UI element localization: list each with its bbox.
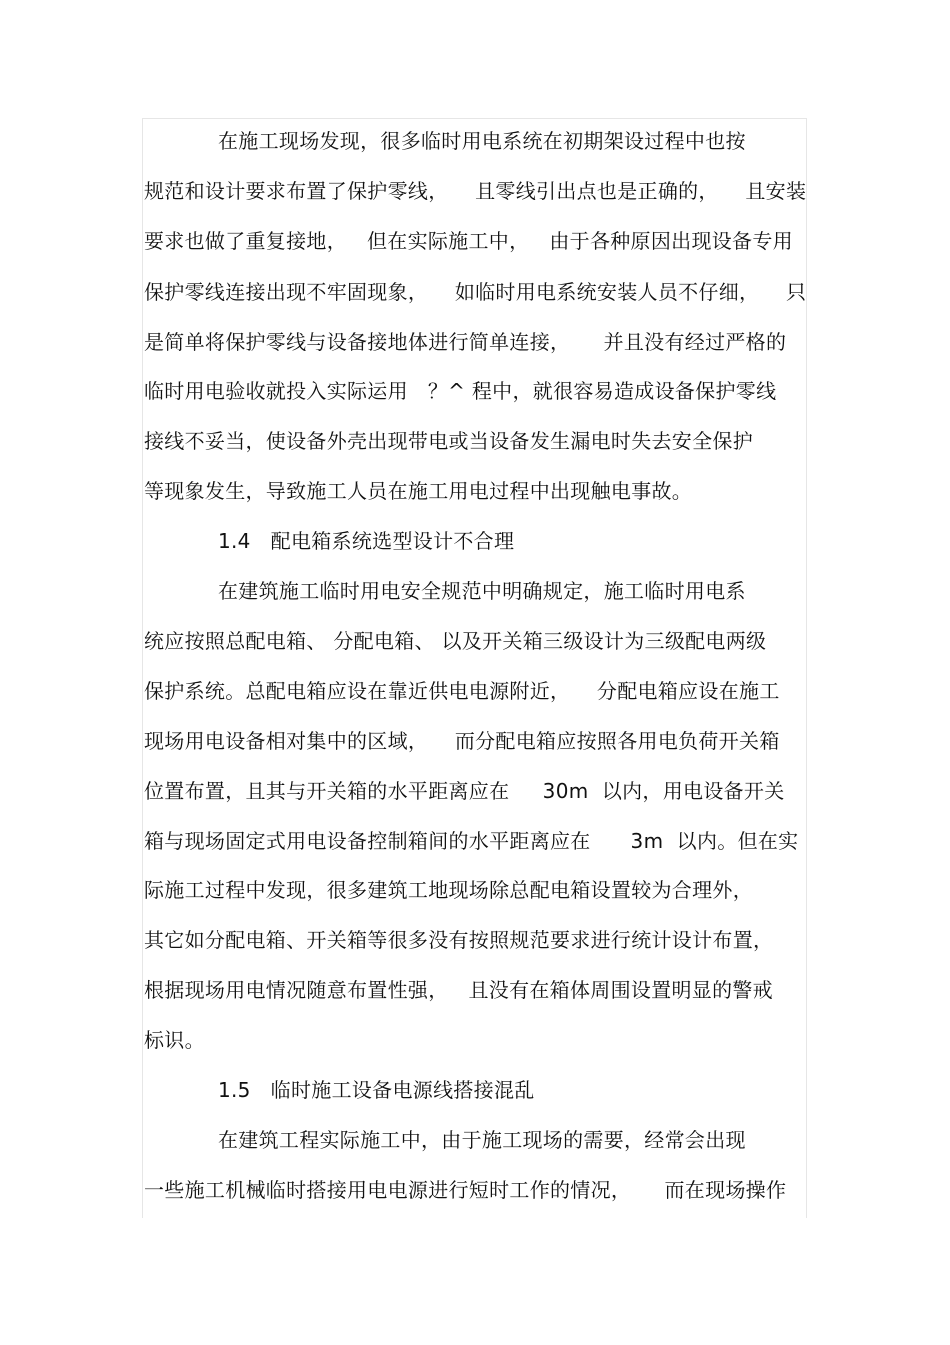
paragraph-line: 际施工过程中发现，很多建筑工地现场除总配电箱设置较为合理外，: [144, 878, 753, 902]
paragraph-line: 在施工现场发现，很多临时用电系统在初期架设过程中也按: [218, 129, 746, 153]
paragraph-line: 规范和设计要求布置了保护零线， 且零线引出点也是正确的， 且安装: [144, 179, 807, 203]
paragraph-line: 其它如分配电箱、开关箱等很多没有按照规范要求进行统计设计布置，: [144, 928, 774, 952]
section-heading: 1.5 临时施工设备电源线搭接混乱: [218, 1078, 535, 1102]
paragraph-line: 保护系统。总配电箱应设在靠近供电电源附近， 分配电箱应设在施工: [144, 679, 780, 703]
paragraph-line: 在建筑施工临时用电安全规范中明确规定，施工临时用电系: [218, 579, 746, 603]
paragraph-line: 是简单将保护零线与设备接地体进行简单连接， 并且没有经过严格的: [144, 330, 787, 354]
paragraph-line: 现场用电设备相对集中的区域， 而分配电箱应按照各用电负荷开关箱: [144, 729, 780, 753]
paragraph-line: 根据现场用电情况随意布置性强， 且没有在箱体周围设置明显的警戒: [144, 978, 773, 1002]
paragraph-line: 在建筑工程实际施工中，由于施工现场的需要，经常会出现: [218, 1128, 746, 1152]
paragraph-line: 标识。: [144, 1028, 205, 1052]
paragraph-line: 临时用电验收就投入实际运用 ？^ 程中，就很容易造成设备保护零线: [144, 379, 777, 403]
paragraph-line: 保护零线连接出现不牢固现象， 如临时用电系统安装人员不仔细， 只: [144, 280, 807, 304]
paragraph-line: 要求也做了重复接地， 但在实际施工中， 由于各种原因出现设备专用: [144, 229, 793, 253]
paragraph-line: 位置布置，且其与开关箱的水平距离应在 30m 以内，用电设备开关: [144, 779, 785, 803]
paragraph-line: 箱与现场固定式用电设备控制箱间的水平距离应在 3m 以内。但在实: [144, 829, 799, 853]
paragraph-line: 等现象发生，导致施工人员在施工用电过程中出现触电事故。: [144, 479, 693, 503]
paragraph-line: 接线不妥当，使设备外壳出现带电或当设备发生漏电时失去安全保护: [144, 429, 753, 453]
paragraph-line: 一些施工机械临时搭接用电电源进行短时工作的情况， 而在现场操作: [144, 1178, 787, 1202]
section-heading: 1.4 配电箱系统选型设计不合理: [218, 529, 515, 553]
paragraph-line: 统应按照总配电箱、 分配电箱、 以及开关箱三级设计为三级配电两级: [144, 629, 767, 653]
